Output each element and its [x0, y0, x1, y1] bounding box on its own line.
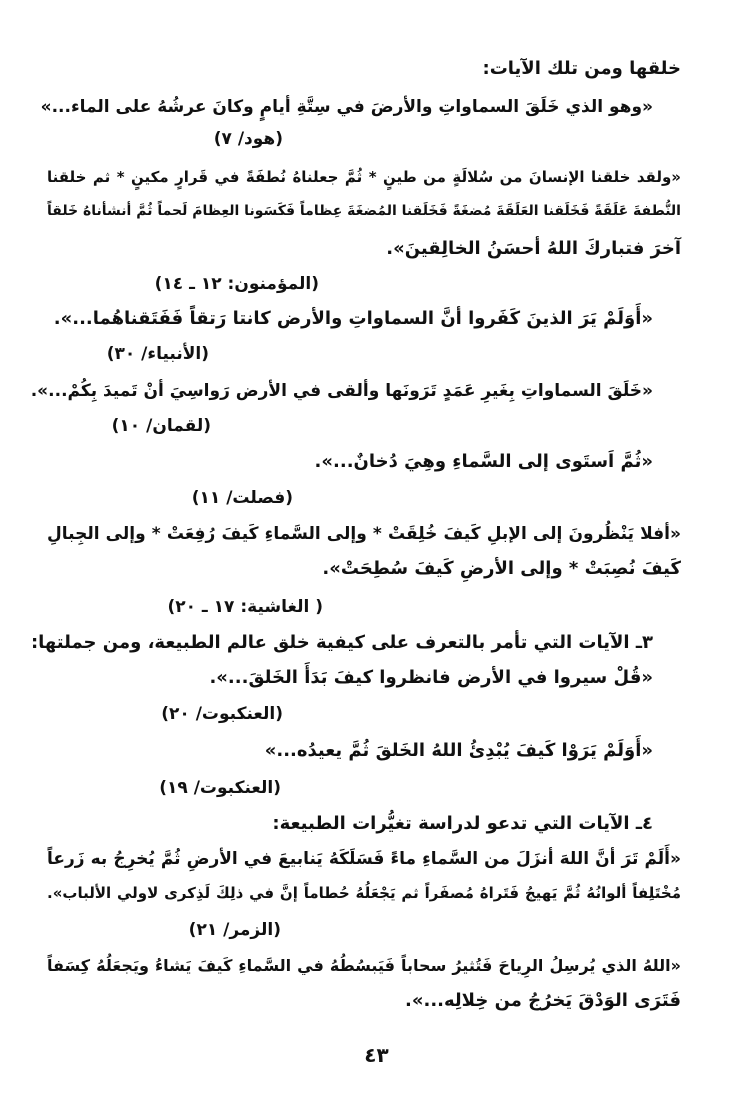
verse-anbiya: «أَوَلَمْ يَرَ الذينَ كَفَروا أنَّ السماواتِ والأرض كانتا رَتقاً فَفَتَقناهُما...».: [53, 308, 653, 329]
verse-ghashiya-line-2: كَيفَ نُصِبَتْ * وإلى الأرضِ كَيفَ سُطِحَتْ».: [322, 558, 681, 579]
verse-reference: (العنكبوت/ ٢٠): [161, 704, 283, 724]
section-heading-3: ٣ـ الآيات التي تأمر بالتعرف على كيفية خلق عالم الطبيعة، ومن جملتها:: [30, 632, 653, 653]
verse-zumar-line-2: مُخْتَلِفاً ألوانُهُ ثُمَّ يَهيجُ فَتَراهُ مُصفَراً ثم يَجْعَلُهُ حُطاماً إنَّ في ذلِكَ لَذِكرى لاولي الألباب».: [47, 884, 681, 902]
verse-muminun-line-1: «ولقد خلقنا الإنسانَ من سُلالَةٍ من طينٍ * ثُمَّ جعلناهُ نُطفَةً في قَرارٍ مكينٍ * ثم خلقنا: [47, 168, 681, 186]
verse-luqman: «خَلَقَ السماواتِ بِغَيرِ عَمَدٍ تَرَونَها وألقى في الأرض رَواسِيَ أنْ تَميدَ بِكُمْ...».: [30, 381, 653, 401]
verse-hud: «وهو الذي خَلَقَ السماواتِ والأرضَ في سِتَّةِ أيامٍ وكانَ عرشُهُ على الماء...»: [40, 97, 653, 117]
verse-rum-line-2: فَتَرَى الوَدْقَ يَخرُجُ من خِلالِه...».: [405, 990, 681, 1011]
verse-reference: (المؤمنون: ١٢ ـ ١٤): [154, 274, 319, 294]
verse-ghashiya-line-1: «أفلا يَنْظُرونَ إلى الإبلِ كَيفَ خُلِقَتْ * وإلى السَّماءِ كَيفَ رُفِعَتْ * وإلى الجِبالِ: [47, 524, 681, 544]
verse-reference: ( الغاشية: ١٧ ـ ٢٠): [167, 597, 323, 617]
section-heading-4: ٤ـ الآيات التي تدعو لدراسة تغيُّرات الطبيعة:: [272, 813, 653, 834]
text-line-intro: خلقها ومن تلك الآيات:: [482, 58, 681, 79]
verse-reference: (الزمر/ ٢١): [188, 920, 281, 940]
page-number: ٤٣: [364, 1043, 389, 1067]
verse-rum-line-1: «اللهُ الذي يُرسِلُ الرِياحَ فَتُثيرُ سحاباً فَيَبسُطُهُ في السَّماءِ كَيفَ يَشاءُ ويَجعَلُهُ كِسَفاً: [47, 956, 681, 975]
verse-zumar-line-1: «أَلَمْ تَرَ أنَّ اللهَ أنزَلَ من السَّماءِ ماءً فَسَلَكَهُ يَنابيعَ في الأرضِ ثُمَّ يُخرِجُ به زَرعاً: [47, 849, 681, 869]
verse-reference: (الأنبياء/ ٣٠): [106, 344, 209, 364]
verse-muminun-line-3: آخرَ فتباركَ اللهُ أحسَنُ الخالِقينَ».: [386, 238, 681, 259]
verse-reference: (هود/ ٧): [213, 129, 283, 149]
verse-ankabut-19: «أَوَلَمْ يَرَوْا كَيفَ يُبْدِئُ اللهُ الخَلقَ ثُمَّ يعيدُه...»: [264, 740, 653, 761]
verse-fussilat: «ثُمَّ اَستَوى إلى السَّماءِ وهِيَ دُخانٌ...».: [314, 451, 653, 472]
verse-reference: (فصلت/ ١١): [191, 488, 293, 508]
verse-reference: (العنكبوت/ ١٩): [159, 778, 281, 798]
verse-reference: (لقمان/ ١٠): [111, 416, 211, 436]
verse-muminun-line-2: النُّطفةَ عَلَقَةً فَخَلَقنا العَلَقَةَ مُضغَةً فَخَلَقنا المُضغَةَ عِظاماً فَكَسَونا العِظامَ لَحماً ثُمَّ أنشأناهُ خَلقاً: [47, 203, 681, 219]
verse-ankabut-20: «قُلْ سيروا في الأرض فانظروا كيفَ بَدَأَ الخَلقَ...».: [209, 667, 653, 688]
